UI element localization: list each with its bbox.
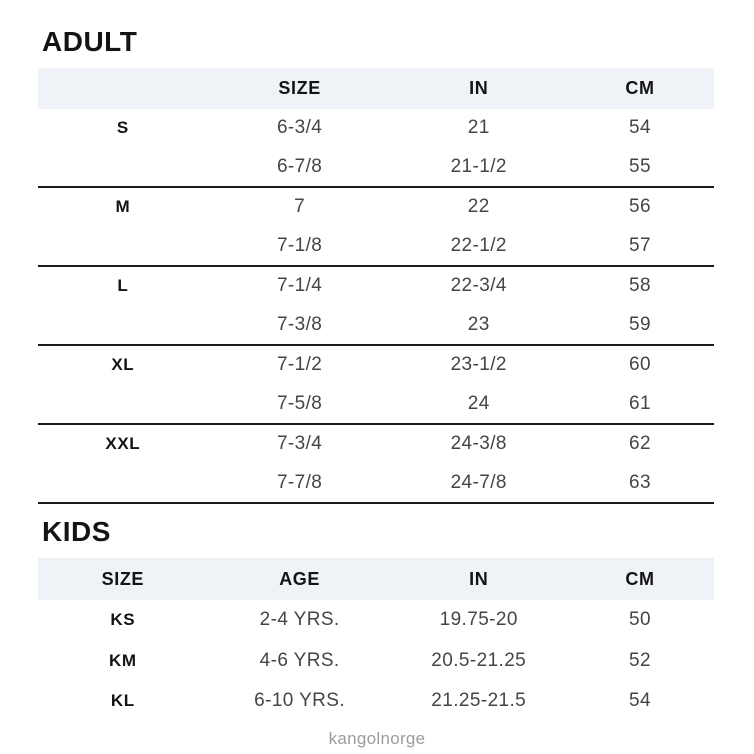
adult-size-table (38, 68, 714, 504)
size-value: 7-5/8 (276, 392, 323, 414)
table-row (38, 346, 714, 385)
inches-value: 22-3/4 (450, 275, 507, 297)
kids-header-size: SIZE (101, 568, 145, 589)
table-row (38, 385, 714, 424)
table-row (38, 109, 714, 148)
inches-value: 21-1/2 (450, 155, 507, 177)
table-row (38, 464, 714, 503)
table-row (38, 148, 714, 187)
size-value: 7-1/4 (276, 275, 323, 297)
size-chart-page (38, 0, 714, 722)
adult-header-size: SIZE (278, 78, 321, 98)
table-row (38, 600, 714, 641)
size-value: 7-1/8 (276, 234, 323, 256)
adult-section-title: ADULT (42, 26, 138, 57)
size-value: 7-3/8 (276, 313, 323, 335)
inches-value: 22 (467, 196, 490, 218)
size-group-label: L (117, 276, 129, 296)
kids-header-in: IN (469, 568, 489, 589)
size-group-label: S (116, 118, 129, 138)
kids-size-table (38, 558, 714, 722)
kids-section-title: KIDS (42, 516, 111, 547)
inches-value: 23 (467, 313, 490, 335)
size-group-label: XXL (105, 434, 141, 454)
kids-header-cm: CM (625, 568, 655, 589)
cm-value: 58 (628, 275, 651, 297)
cm-value: 54 (628, 690, 651, 712)
age-value: 4-6 YRS. (259, 649, 340, 671)
kids-header-age: AGE (279, 568, 320, 589)
inches-value: 24-7/8 (450, 471, 507, 493)
adult-group-l (38, 267, 714, 346)
age-value: 6-10 YRS. (254, 690, 346, 712)
kids-size-label: KM (109, 650, 137, 670)
cm-value: 62 (628, 433, 651, 455)
table-row (38, 306, 714, 345)
kids-size-label: KL (110, 691, 135, 711)
inches-value: 21 (467, 117, 490, 139)
table-row (38, 267, 714, 306)
cm-value: 50 (628, 609, 651, 631)
inches-value: 23-1/2 (450, 354, 507, 376)
size-value: 7 (294, 196, 306, 218)
kids-table-header-row (38, 558, 714, 600)
inches-value: 20.5-21.25 (431, 649, 527, 671)
adult-header-in: IN (469, 78, 489, 98)
size-group-label: XL (111, 355, 135, 375)
cm-value: 52 (628, 649, 651, 671)
table-row (38, 681, 714, 722)
inches-value: 19.75-20 (439, 609, 518, 631)
table-row (38, 188, 714, 227)
size-value: 6-3/4 (276, 117, 323, 139)
cm-value: 63 (628, 471, 651, 493)
inches-value: 24-3/8 (450, 433, 507, 455)
inches-value: 22-1/2 (450, 234, 507, 256)
inches-value: 24 (467, 392, 490, 414)
cm-value: 56 (628, 196, 651, 218)
adult-group-s (38, 109, 714, 188)
age-value: 2-4 YRS. (259, 609, 340, 631)
cm-value: 55 (628, 155, 651, 177)
adult-group-xxl (38, 425, 714, 504)
adult-table-header-row (38, 68, 714, 109)
cm-value: 61 (628, 392, 651, 414)
adult-group-xl (38, 346, 714, 425)
table-row (38, 641, 714, 682)
size-group-label: M (115, 197, 131, 217)
adult-header-cm: CM (625, 78, 655, 98)
kids-size-label: KS (110, 610, 136, 630)
cm-value: 59 (628, 313, 651, 335)
adult-group-m (38, 188, 714, 267)
size-value: 7-1/2 (276, 354, 323, 376)
cm-value: 60 (628, 354, 651, 376)
cm-value: 57 (628, 234, 651, 256)
size-value: 6-7/8 (276, 155, 323, 177)
brand-watermark: kangolnorge (328, 728, 426, 748)
size-value: 7-3/4 (276, 433, 323, 455)
table-row (38, 425, 714, 464)
size-value: 7-7/8 (276, 471, 323, 493)
cm-value: 54 (628, 117, 651, 139)
inches-value: 21.25-21.5 (431, 690, 527, 712)
table-row (38, 227, 714, 266)
